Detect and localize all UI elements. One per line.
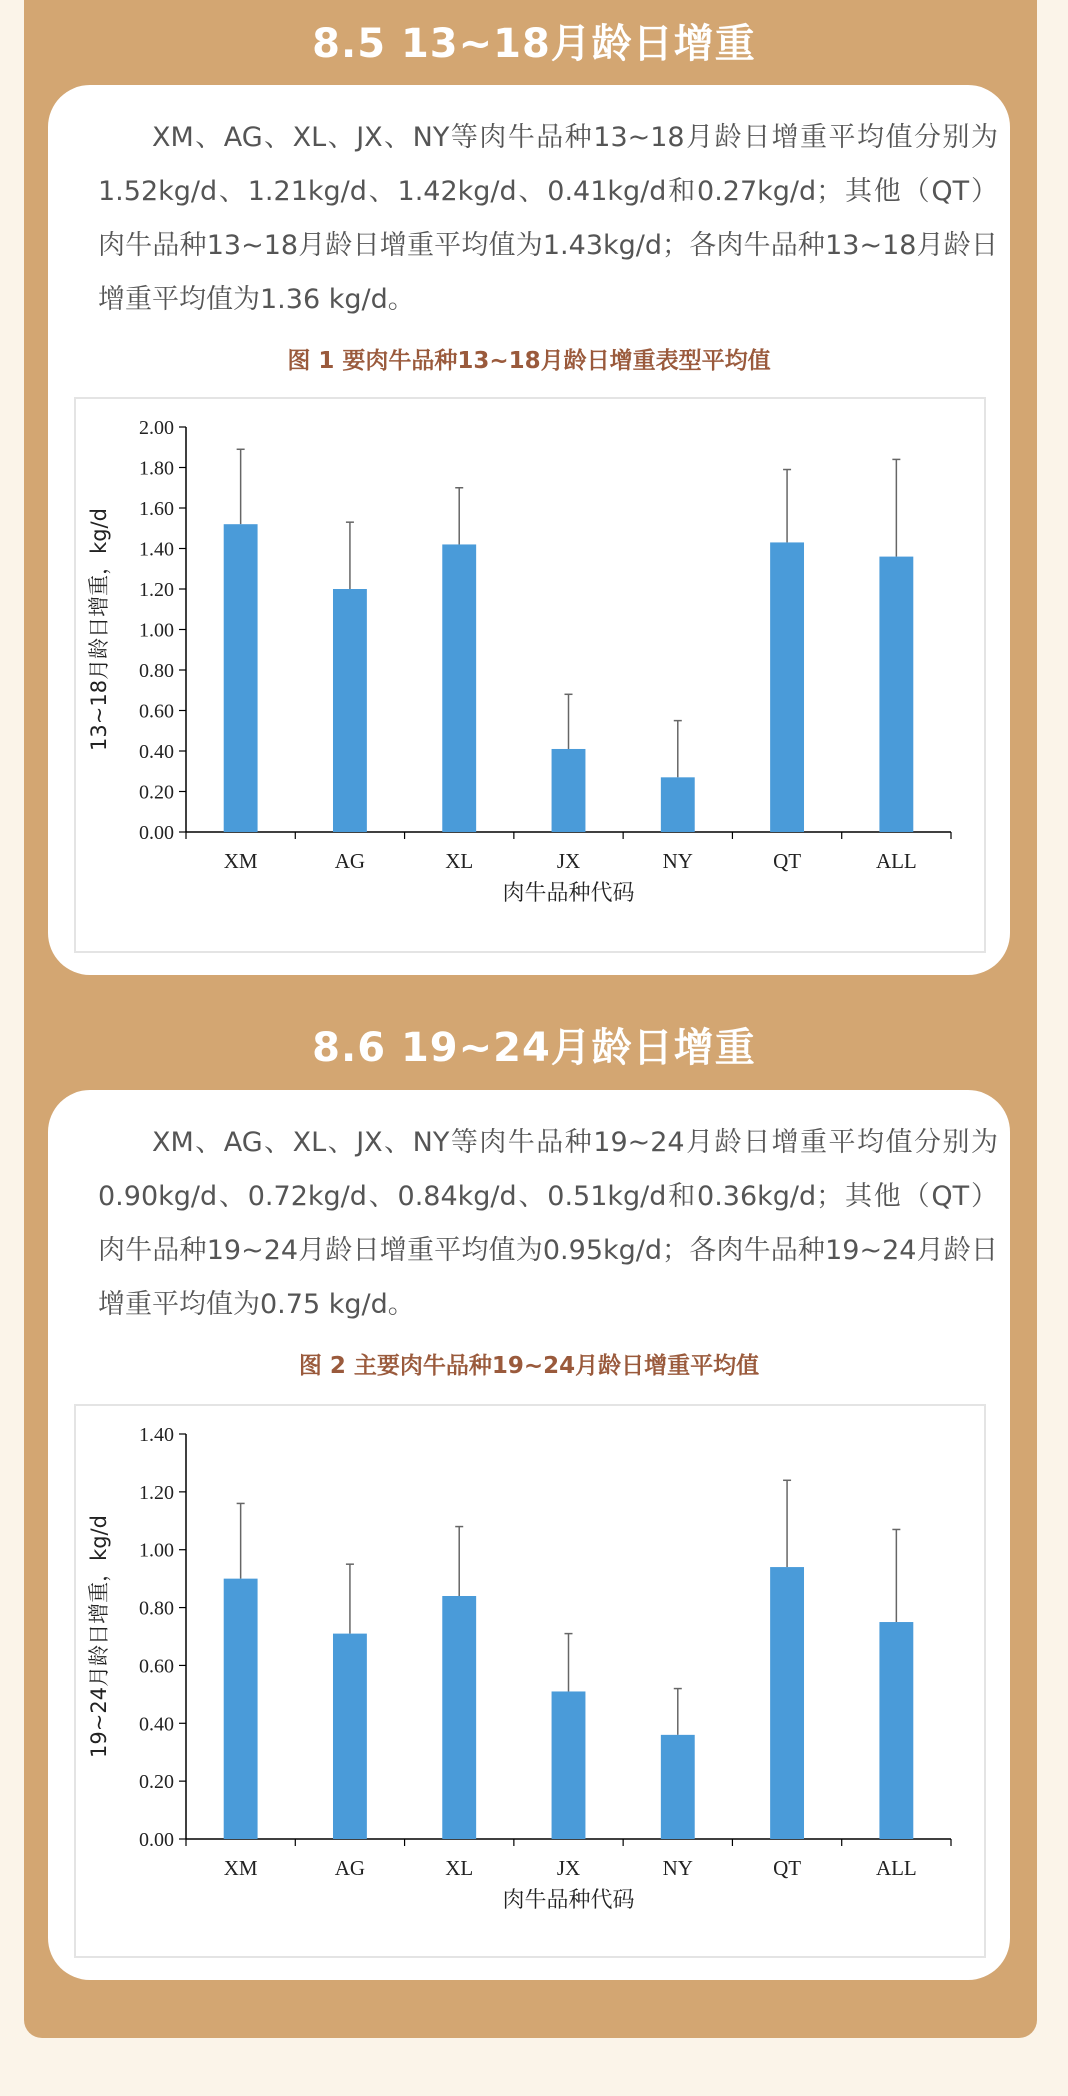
y-tick-label: 0.00: [139, 822, 174, 844]
x-tick-label: XL: [445, 849, 474, 873]
x-tick-label: AG: [334, 849, 366, 873]
bar-qt: [770, 1567, 804, 1839]
chart-frame-1: [74, 397, 986, 953]
x-tick-label: AG: [334, 1856, 366, 1880]
x-tick-label: XM: [223, 1856, 258, 1880]
y-axis-title: 13~18月龄日增重，kg/d: [87, 508, 111, 751]
x-tick-label: ALL: [875, 849, 917, 873]
x-tick-label: QT: [773, 1856, 802, 1880]
x-tick-label: NY: [662, 849, 693, 873]
bar-jx: [552, 1691, 586, 1839]
bar-xm: [224, 1579, 258, 1839]
x-tick-label: JX: [556, 1856, 581, 1880]
x-tick-label: NY: [662, 1856, 693, 1880]
content-card-2: [48, 1090, 1010, 1980]
x-axis-title: 肉牛品种代码: [502, 1888, 635, 1913]
paragraph-1: XM、AG、XL、JX、NY等肉牛品种13~18月龄日增重平均值分别为1.52kg/d、1.21kg/d、1.42kg/d、0.41kg/d和0.27kg/d；其他（QT）肉牛品种13~18月龄日增重平均值为1.43kg/d；各肉牛品种13~18月龄日增重平均值为1.36 kg/d。: [98, 122, 998, 315]
bar-all: [879, 557, 913, 832]
figure-caption-2: 图 2 主要肉牛品种19~24月龄日增重平均值: [298, 1353, 760, 1379]
x-tick-label: XL: [445, 1856, 474, 1880]
y-tick-label: 1.40: [139, 1424, 174, 1446]
x-tick-label: QT: [773, 849, 802, 873]
y-tick-label: 0.20: [139, 1771, 174, 1794]
y-tick-label: 0.00: [139, 1829, 174, 1851]
y-tick-label: 0.20: [139, 781, 174, 804]
bar-qt: [770, 542, 804, 832]
section-title-2: 8.6 19~24月龄日增重: [312, 1025, 756, 1071]
x-tick-label: XM: [223, 849, 258, 873]
y-tick-label: 1.20: [139, 1481, 174, 1504]
y-tick-label: 0.60: [139, 1655, 174, 1678]
x-axis-title: 肉牛品种代码: [502, 881, 635, 906]
x-tick-label: JX: [556, 849, 581, 873]
y-tick-label: 1.20: [139, 579, 174, 601]
y-tick-label: 2.00: [139, 417, 174, 439]
y-tick-label: 1.40: [139, 538, 174, 561]
section-title-1: 8.5 13~18月龄日增重: [312, 21, 756, 67]
bar-ag: [333, 1634, 367, 1839]
y-tick-label: 0.80: [139, 1597, 174, 1620]
y-tick-label: 1.00: [139, 1539, 174, 1562]
bar-jx: [552, 749, 586, 832]
y-tick-label: 1.00: [139, 619, 174, 642]
y-tick-label: 0.80: [139, 660, 174, 682]
bar-ny: [661, 777, 695, 832]
bar-chart-2: [76, 1406, 984, 1956]
figure-caption-1: 图 1 要肉牛品种13~18月龄日增重表型平均值: [287, 348, 771, 374]
y-tick-label: 0.60: [139, 700, 174, 723]
paragraph-2: XM、AG、XL、JX、NY等肉牛品种19~24月龄日增重平均值分别为0.90kg/d、0.72kg/d、0.84kg/d、0.51kg/d和0.36kg/d；其他（QT）肉牛品种19~24月龄日增重平均值为0.95kg/d；各肉牛品种19~24月龄日增重平均值为0.75 kg/d。: [98, 1127, 998, 1320]
y-tick-label: 0.40: [139, 741, 174, 763]
bar-xm: [224, 524, 258, 832]
y-tick-label: 1.60: [139, 498, 174, 520]
bar-ny: [661, 1735, 695, 1839]
bar-all: [879, 1622, 913, 1839]
bar-ag: [333, 589, 367, 832]
bar-xl: [442, 544, 476, 832]
y-tick-label: 1.80: [139, 457, 174, 480]
x-tick-label: ALL: [875, 1856, 917, 1880]
bar-chart-1: [76, 399, 984, 951]
y-tick-label: 0.40: [139, 1713, 174, 1736]
y-axis-title: 19~24月龄日增重，kg/d: [87, 1515, 111, 1758]
bar-xl: [442, 1596, 476, 1839]
content-card-1: [48, 85, 1010, 975]
chart-frame-2: [74, 1404, 986, 1958]
